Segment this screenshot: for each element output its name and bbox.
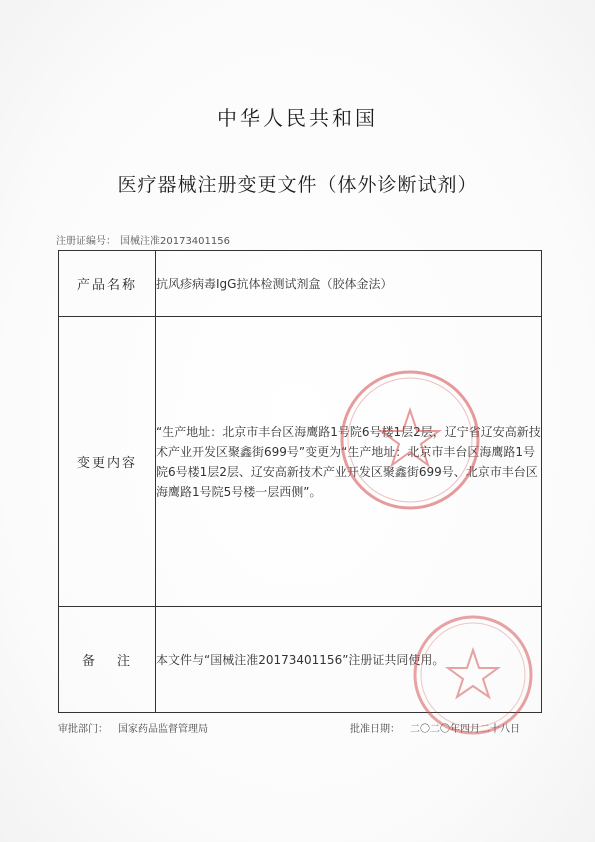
remarks-label: 备注	[59, 607, 156, 713]
remarks-row	[59, 607, 542, 713]
change-document-table	[58, 250, 542, 713]
registration-number-label: 注册证编号：	[56, 236, 116, 247]
approver-label: 审批部门：	[58, 724, 108, 735]
remarks-value: 本文件与“国械注准20173401156”注册证共同使用。	[156, 607, 542, 713]
country-heading: 中华人民共和国	[217, 106, 378, 130]
approver-value: 国家药品监督管理局	[118, 724, 208, 735]
registration-number-value: 国械注准20173401156	[120, 236, 230, 247]
approval-date-row	[350, 720, 520, 735]
approval-date-value: 二〇二〇年四月二十八日	[410, 724, 520, 735]
product-name-value: 抗风疹病毒IgG抗体检测试剂盒（胶体金法）	[156, 251, 542, 317]
product-name-label: 产品名称	[59, 251, 156, 317]
document-title: 医疗器械注册变更文件（体外诊断试剂）	[117, 174, 478, 196]
change-content-label: 变更内容	[59, 317, 156, 607]
registration-number-row	[56, 232, 234, 247]
product-name-row	[59, 251, 542, 317]
approval-date-label: 批准日期：	[350, 724, 400, 735]
change-content-value: “生产地址：北京市丰台区海鹰路1号院6号楼1层2层，辽宁省辽安高新技术产业开发区聚鑫街699号”变更为“生产地址：北京市丰台区海鹰路1号院6号楼1层2层、辽安高新技术产业开发区聚鑫街699号、北京市丰台区海鹰路1号院5号楼一层西侧”。	[156, 317, 542, 607]
change-content-row	[59, 317, 542, 607]
approver-row	[58, 720, 208, 735]
